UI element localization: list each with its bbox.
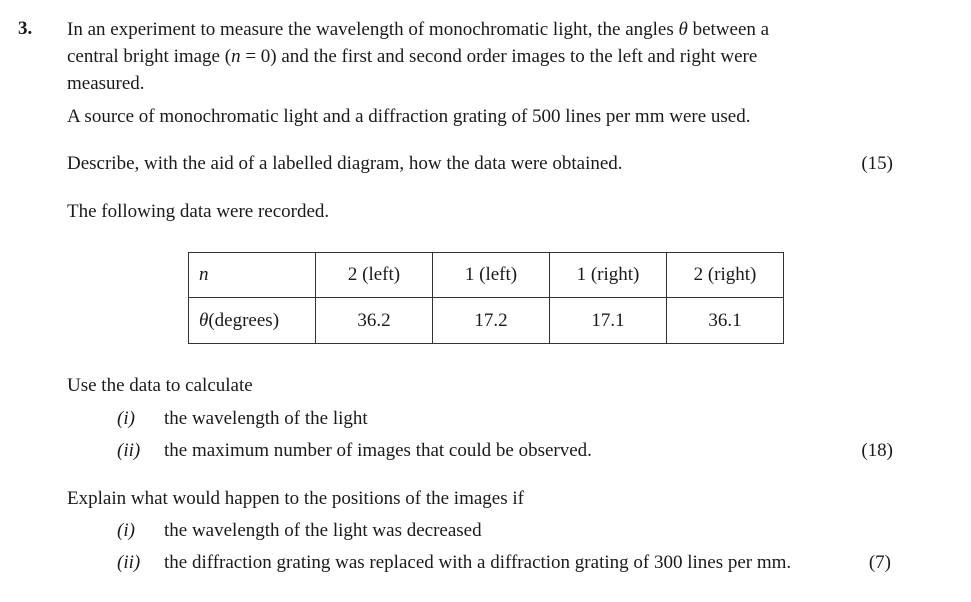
calc-item-label: (ii) (117, 440, 141, 461)
intro-line-1 (67, 20, 769, 39)
calc-marks: (18) (861, 440, 893, 461)
table-cell: 36.1 (667, 298, 784, 344)
explain-item-label: (ii) (117, 552, 141, 573)
intro-line-3: measured. (67, 73, 145, 94)
intro-text: between a (687, 19, 770, 40)
intro-text: In an experiment to measure the wavelength of monochromatic light, the angles (67, 19, 679, 40)
column-header: 1 (left) (433, 253, 550, 298)
table-cell: 36.2 (316, 298, 433, 344)
explain-item-label: (i) (117, 520, 135, 541)
source-line: A source of monochromatic light and a diffraction grating of 500 lines per mm were used. (67, 106, 751, 127)
row-header-n (189, 253, 316, 298)
table-row-n (189, 253, 784, 298)
n-symbol: n (199, 264, 209, 285)
theta-symbol: θ (678, 19, 688, 40)
table-cell: 17.2 (433, 298, 550, 344)
intro-text: central bright image ( (67, 46, 232, 67)
theta-unit: (degrees) (208, 309, 280, 331)
table-cell: 17.1 (550, 298, 667, 344)
data-table (188, 252, 784, 344)
row-header-theta (189, 298, 316, 344)
calc-item-text: the maximum number of images that could be observed. (164, 440, 592, 461)
recorded-line: The following data were recorded. (67, 201, 330, 222)
describe-line: Describe, with the aid of a labelled diagram, how the data were obtained. (67, 153, 623, 174)
explain-intro: Explain what would happen to the positions of the images if (67, 488, 524, 509)
calc-intro: Use the data to calculate (67, 375, 253, 396)
n-symbol: n (231, 46, 241, 67)
intro-line-2 (67, 47, 757, 66)
explain-item-text: the wavelength of the light was decreased (164, 520, 482, 541)
calc-item-label: (i) (117, 408, 135, 429)
calc-item-text: the wavelength of the light (164, 408, 368, 429)
theta-symbol: θ (199, 309, 209, 331)
table-row-theta (189, 298, 784, 344)
column-header: 2 (right) (667, 253, 784, 298)
explain-item-text: the diffraction grating was replaced with a diffraction grating of 300 lines per mm. (164, 552, 792, 573)
question-number: 3. (18, 18, 33, 39)
column-header: 2 (left) (316, 253, 433, 298)
explain-marks: (7) (868, 552, 891, 573)
intro-text: = 0) and the first and second order images to the left and right were (240, 46, 758, 67)
column-header: 1 (right) (550, 253, 667, 298)
describe-marks: (15) (861, 153, 893, 174)
